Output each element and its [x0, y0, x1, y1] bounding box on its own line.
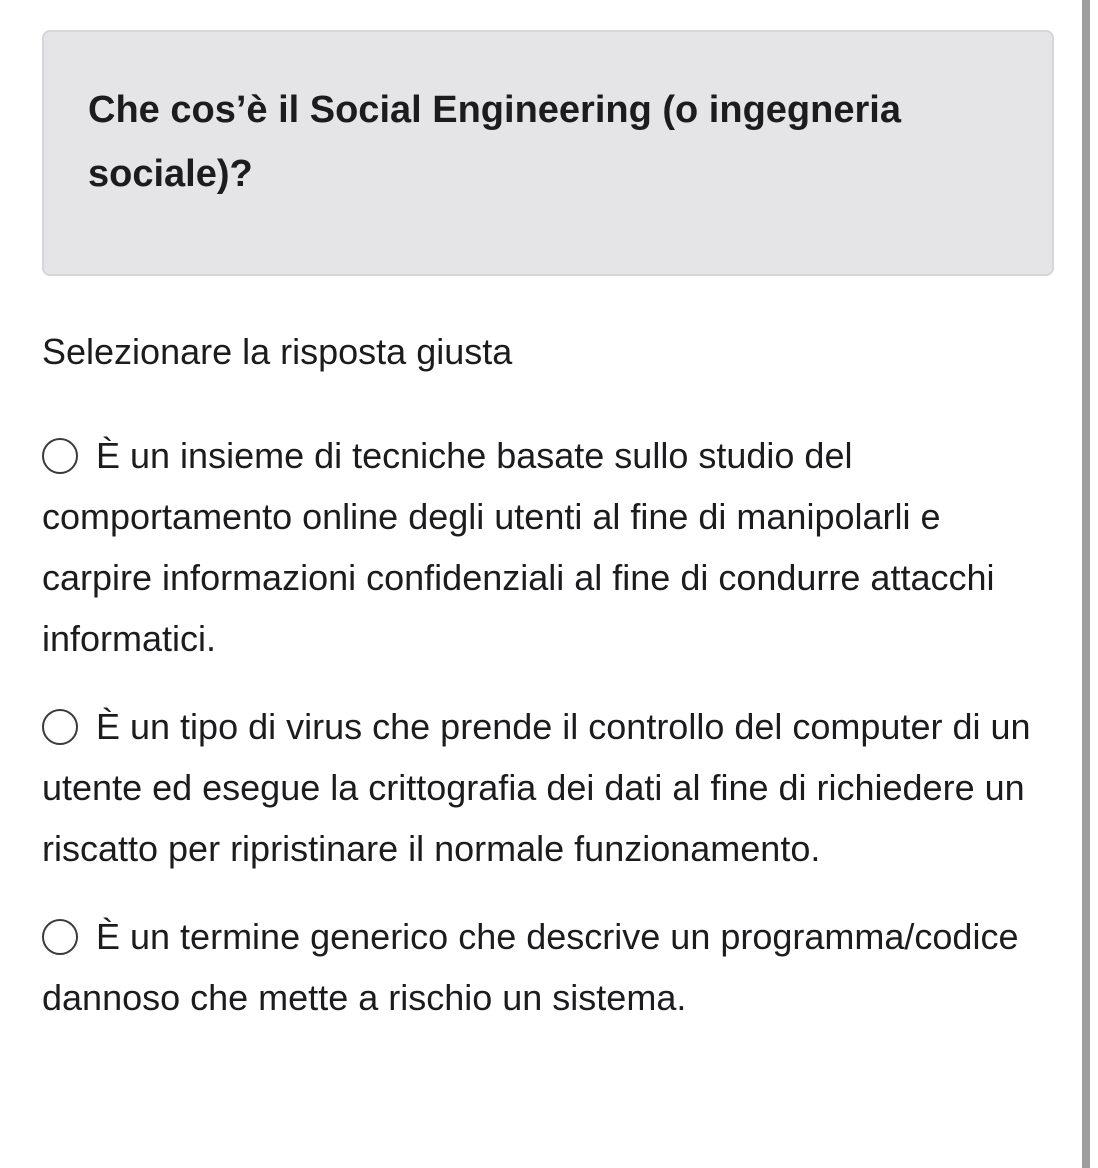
scrollbar[interactable] [1082, 0, 1090, 1168]
answer-option-label: È un insieme di tecniche basate sullo studio del comportamento online degli utenti al fine di manipolarli e carpire informazioni confidenziali al fine di condurre attacchi informatici. [42, 435, 995, 659]
answer-option-label: È un tipo di virus che prende il controllo del computer di un utente ed esegue la crittografia dei dati al fine di richiedere un riscatto per ripristinare il normale funzionamento. [42, 706, 1031, 869]
question-card [42, 30, 1054, 276]
instruction-text: Selezionare la risposta giusta [42, 331, 513, 372]
question-text: Che cos’è il Social Engineering (o ingegneria sociale)? [88, 89, 901, 195]
answer-options [42, 425, 1057, 1028]
answer-option-1[interactable] [42, 425, 1057, 669]
radio-button-icon[interactable] [42, 919, 78, 955]
radio-button-icon[interactable] [42, 709, 78, 745]
answer-option-3[interactable] [42, 906, 1057, 1028]
answer-option-label: È un termine generico che descrive un programma/codice dannoso che mette a rischio un sistema. [42, 916, 1019, 1018]
answer-option-2[interactable] [42, 696, 1057, 879]
radio-button-icon[interactable] [42, 438, 78, 474]
